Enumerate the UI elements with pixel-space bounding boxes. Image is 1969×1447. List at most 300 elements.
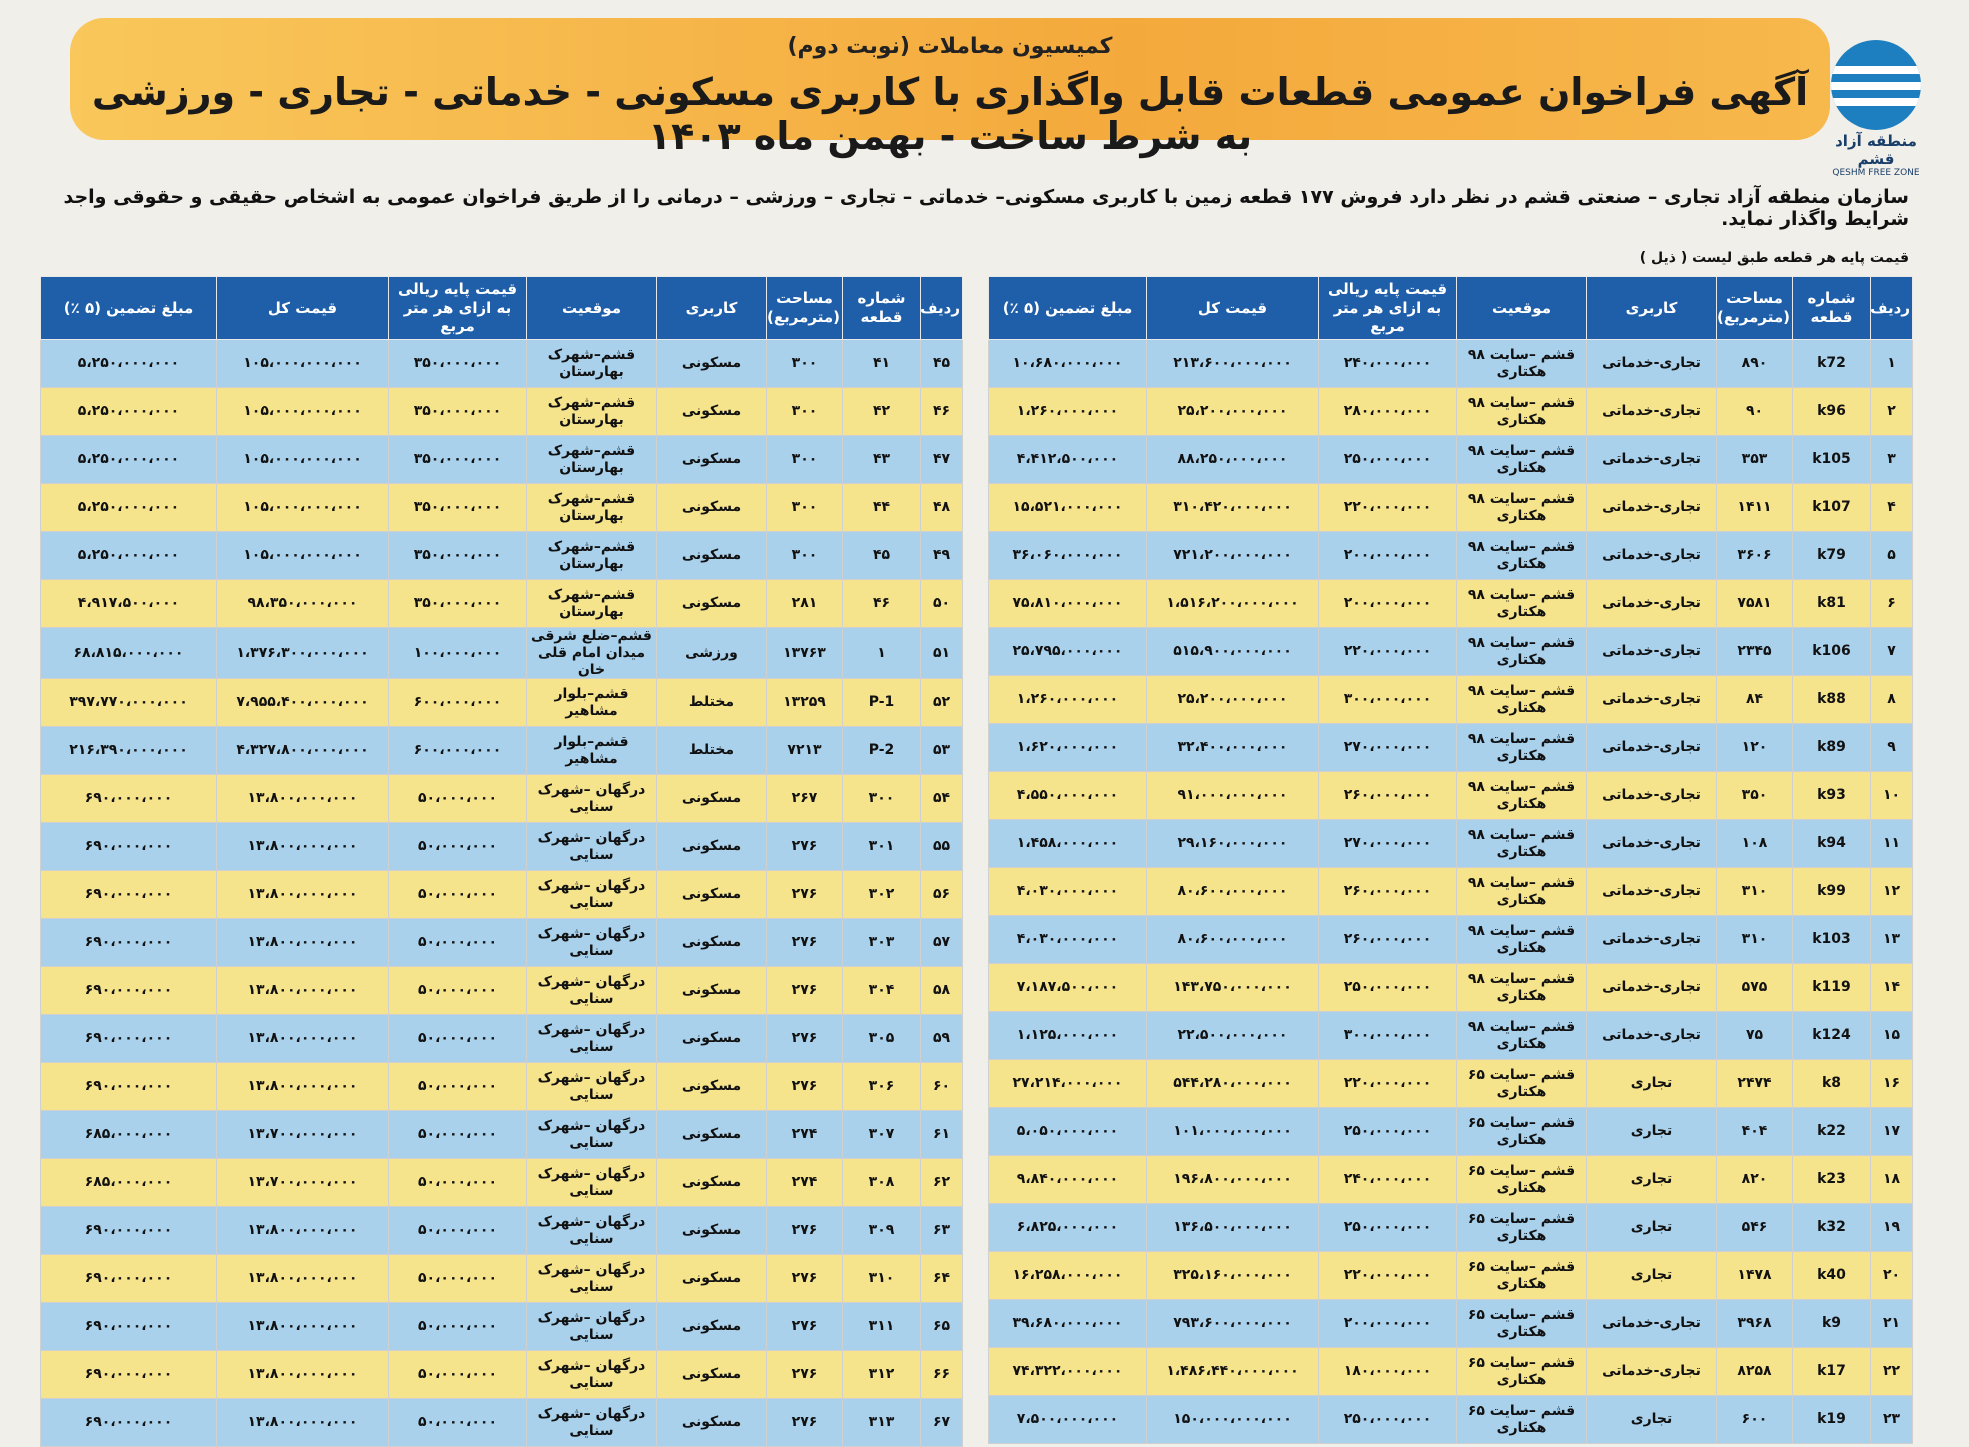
table-cell: قشم –سایت ۶۵ هکتاری (1457, 1108, 1587, 1156)
table-cell: ۱۹ (1871, 1204, 1913, 1252)
table-cell: درگهان –شهرک سنایی (527, 871, 657, 919)
table-cell: ۴۵ (921, 340, 963, 388)
table-cell: تجاری-خدماتی (1587, 388, 1717, 436)
table-cell: ۶،۸۲۵،۰۰۰،۰۰۰ (989, 1204, 1147, 1252)
table-cell: ۸۰،۶۰۰،۰۰۰،۰۰۰ (1147, 868, 1319, 916)
table-cell: ۱۰،۶۸۰،۰۰۰،۰۰۰ (989, 340, 1147, 388)
table-cell: ۲۷،۲۱۴،۰۰۰،۰۰۰ (989, 1060, 1147, 1108)
table-cell: ۱۳ (1871, 916, 1913, 964)
table-cell: k40 (1793, 1252, 1871, 1300)
table-row (989, 388, 1913, 436)
table-cell: ۶۹۰،۰۰۰،۰۰۰ (41, 1351, 217, 1399)
table-cell: ۵،۲۵۰،۰۰۰،۰۰۰ (41, 484, 217, 532)
logo (1821, 40, 1931, 178)
table-cell: ۶۰ (921, 1063, 963, 1111)
table-cell: ۱،۴۸۶،۴۴۰،۰۰۰،۰۰۰ (1147, 1348, 1319, 1396)
col-header: مبلغ تضمین (۵ ٪) (989, 277, 1147, 340)
table-cell: قشم –سایت ۶۵ هکتاری (1457, 1156, 1587, 1204)
table-cell: تجاری-خدماتی (1587, 484, 1717, 532)
table-cell: ۹۰ (1717, 388, 1793, 436)
table-row (41, 775, 963, 823)
table-cell: قشم –سایت ۹۸ هکتاری (1457, 532, 1587, 580)
table-cell: قشم –سایت ۶۵ هکتاری (1457, 1396, 1587, 1444)
table-cell: k89 (1793, 724, 1871, 772)
header-subtitle: کمیسیون معاملات (نوبت دوم) (787, 34, 1113, 59)
table-row (989, 1300, 1913, 1348)
table-cell: k32 (1793, 1204, 1871, 1252)
table-row (989, 628, 1913, 676)
table-row (41, 628, 963, 679)
table-header-row (989, 277, 1913, 340)
table-cell: ۵۲ (921, 679, 963, 727)
table-row (989, 436, 1913, 484)
table-cell: ۳۶،۰۶۰،۰۰۰،۰۰۰ (989, 532, 1147, 580)
table-cell: ۵،۲۵۰،۰۰۰،۰۰۰ (41, 388, 217, 436)
table-cell: ۵۰،۰۰۰،۰۰۰ (389, 1255, 527, 1303)
table-cell: تجاری-خدماتی (1587, 628, 1717, 676)
plots-table-left (40, 276, 963, 1447)
table-row (41, 1111, 963, 1159)
table-cell: ۶۴ (921, 1255, 963, 1303)
table-cell: درگهان –شهرک سنایی (527, 1159, 657, 1207)
table-cell: ۵،۰۵۰،۰۰۰،۰۰۰ (989, 1108, 1147, 1156)
table-cell: تجاری (1587, 1204, 1717, 1252)
table-cell: ۱۵۰،۰۰۰،۰۰۰،۰۰۰ (1147, 1396, 1319, 1444)
table-cell: ۲۷۶ (767, 1063, 843, 1111)
table-cell: ۱۴۱۱ (1717, 484, 1793, 532)
table-cell: ۴،۹۱۷،۵۰۰،۰۰۰ (41, 580, 217, 628)
table-cell: تجاری (1587, 1108, 1717, 1156)
table-cell: ۲۱۳،۶۰۰،۰۰۰،۰۰۰ (1147, 340, 1319, 388)
table-row (41, 823, 963, 871)
table-cell: ۱۳،۸۰۰،۰۰۰،۰۰۰ (217, 1015, 389, 1063)
table-cell: ۱۶،۲۵۸،۰۰۰،۰۰۰ (989, 1252, 1147, 1300)
table-header-row (41, 277, 963, 340)
table-cell: ۵۰،۰۰۰،۰۰۰ (389, 1063, 527, 1111)
table-cell: ۳۰۸ (843, 1159, 921, 1207)
table-cell: ۵۰،۰۰۰،۰۰۰ (389, 775, 527, 823)
table-cell: قشم–شهرک بهارستان (527, 436, 657, 484)
table-cell: درگهان –شهرک سنایی (527, 1303, 657, 1351)
table-cell: ۱۰۵،۰۰۰،۰۰۰،۰۰۰ (217, 388, 389, 436)
table-cell: قشم –سایت ۶۵ هکتاری (1457, 1348, 1587, 1396)
table-cell: ۳۰۲ (843, 871, 921, 919)
table-cell: ۶۹۰،۰۰۰،۰۰۰ (41, 1207, 217, 1255)
table-cell: ۱۳،۸۰۰،۰۰۰،۰۰۰ (217, 1255, 389, 1303)
table-cell: ۶۱ (921, 1111, 963, 1159)
table-cell: ۲۵۰،۰۰۰،۰۰۰ (1319, 964, 1457, 1012)
table-cell: قشم–شهرک بهارستان (527, 580, 657, 628)
table-cell: ۲۸۱ (767, 580, 843, 628)
logo-text-en: QESHM FREE ZONE (1832, 168, 1920, 178)
table-cell: مسکونی (657, 1063, 767, 1111)
price-note: قیمت پایه هر قطعه طبق لیست ( ذیل ) (1639, 250, 1909, 266)
table-cell: ۱۵ (1871, 1012, 1913, 1060)
table-cell: تجاری-خدماتی (1587, 868, 1717, 916)
table-cell: ۱۰۰،۰۰۰،۰۰۰ (389, 628, 527, 679)
table-row (989, 1348, 1913, 1396)
table-row (989, 580, 1913, 628)
table-cell: مسکونی (657, 388, 767, 436)
table-cell: ۲۶۰،۰۰۰،۰۰۰ (1319, 916, 1457, 964)
table-cell: ۳۰۰،۰۰۰،۰۰۰ (1319, 676, 1457, 724)
table-cell: ۲۶۰،۰۰۰،۰۰۰ (1319, 772, 1457, 820)
table-cell: ۱،۵۱۶،۲۰۰،۰۰۰،۰۰۰ (1147, 580, 1319, 628)
col-header: قیمت کل (217, 277, 389, 340)
table-cell: قشم –سایت ۹۸ هکتاری (1457, 340, 1587, 388)
table-cell: قشم–بلوار مشاهیر (527, 727, 657, 775)
table-cell: تجاری (1587, 1060, 1717, 1108)
table-cell: ۲۳۴۵ (1717, 628, 1793, 676)
table-cell: ۴۱ (843, 340, 921, 388)
table-cell: ۱۳۷۶۳ (767, 628, 843, 679)
table-cell: مسکونی (657, 436, 767, 484)
table-cell: ۲۵۰،۰۰۰،۰۰۰ (1319, 1396, 1457, 1444)
table-cell: k119 (1793, 964, 1871, 1012)
intro-paragraph: سازمان منطقه آزاد تجاری – صنعتی قشم در نظر دارد فروش ۱۷۷ قطعه زمین با کاربری مسکونی– خدماتی – تجاری – ورزشی – درمانی را از طریق فراخوان عمومی به اشخاص حقیقی و حقوقی واجد شرایط واگذار نماید. (63, 186, 1909, 230)
table-cell: ۳۵۰ (1717, 772, 1793, 820)
table-cell: درگهان –شهرک سنایی (527, 1111, 657, 1159)
table-cell: ۲۷۶ (767, 1255, 843, 1303)
table-cell: ۵۰،۰۰۰،۰۰۰ (389, 823, 527, 871)
table-row (41, 679, 963, 727)
table-cell: ۱۶ (1871, 1060, 1913, 1108)
table-cell: ۱،۶۲۰،۰۰۰،۰۰۰ (989, 724, 1147, 772)
table-cell: ۱۳،۸۰۰،۰۰۰،۰۰۰ (217, 1207, 389, 1255)
table-cell: مسکونی (657, 967, 767, 1015)
table-cell: ۹۱،۰۰۰،۰۰۰،۰۰۰ (1147, 772, 1319, 820)
table-cell: ۳۰۹ (843, 1207, 921, 1255)
table-cell: ۶۰۰،۰۰۰،۰۰۰ (389, 679, 527, 727)
table-cell: ۲۶۰،۰۰۰،۰۰۰ (1319, 868, 1457, 916)
table-cell: ۲۷۶ (767, 967, 843, 1015)
table-cell: ۱۳،۸۰۰،۰۰۰،۰۰۰ (217, 1303, 389, 1351)
table-cell: ۶۹۰،۰۰۰،۰۰۰ (41, 919, 217, 967)
table-cell: ۱۳،۷۰۰،۰۰۰،۰۰۰ (217, 1159, 389, 1207)
col-header: مساحت (مترمربع) (1717, 277, 1793, 340)
table-cell: ۲۷۴ (767, 1111, 843, 1159)
table-cell: ۱۸۰،۰۰۰،۰۰۰ (1319, 1348, 1457, 1396)
table-cell: مسکونی (657, 532, 767, 580)
table-cell: ۱۱ (1871, 820, 1913, 868)
table-cell: ۲۴۷۴ (1717, 1060, 1793, 1108)
table-cell: تجاری-خدماتی (1587, 340, 1717, 388)
table-row (989, 772, 1913, 820)
table-cell: ۵۰ (921, 580, 963, 628)
table-cell: تجاری-خدماتی (1587, 1300, 1717, 1348)
table-cell: تجاری-خدماتی (1587, 676, 1717, 724)
table-cell: k72 (1793, 340, 1871, 388)
table-cell: ۳۹۶۸ (1717, 1300, 1793, 1348)
table-cell: k81 (1793, 580, 1871, 628)
table-cell: ۲۷۶ (767, 871, 843, 919)
col-header: مبلغ تضمین (۵ ٪) (41, 277, 217, 340)
table-cell: ۲۰۰،۰۰۰،۰۰۰ (1319, 580, 1457, 628)
table-cell: مسکونی (657, 1159, 767, 1207)
table-cell: ۲۹،۱۶۰،۰۰۰،۰۰۰ (1147, 820, 1319, 868)
table-cell: ۲۷۶ (767, 1207, 843, 1255)
table-cell: ۶۹۰،۰۰۰،۰۰۰ (41, 775, 217, 823)
table-cell: ۵۰،۰۰۰،۰۰۰ (389, 871, 527, 919)
table-cell: ۶۳ (921, 1207, 963, 1255)
table-cell: ۶۸۵،۰۰۰،۰۰۰ (41, 1111, 217, 1159)
table-cell: قشم –سایت ۶۵ هکتاری (1457, 1252, 1587, 1300)
table-cell: قشم –سایت ۹۸ هکتاری (1457, 676, 1587, 724)
table-cell: ۳۱۰ (1717, 868, 1793, 916)
table-cell: ۱،۳۷۶،۳۰۰،۰۰۰،۰۰۰ (217, 628, 389, 679)
table-cell: ۳۱۰ (843, 1255, 921, 1303)
col-header: کاربری (1587, 277, 1717, 340)
table-cell: P-1 (843, 679, 921, 727)
table-row (41, 1159, 963, 1207)
table-cell: ۶۹۰،۰۰۰،۰۰۰ (41, 1303, 217, 1351)
table-cell: ۷۵،۸۱۰،۰۰۰،۰۰۰ (989, 580, 1147, 628)
table-row (989, 1012, 1913, 1060)
table-cell: ۱۰۵،۰۰۰،۰۰۰،۰۰۰ (217, 340, 389, 388)
table-cell: ۶۹۰،۰۰۰،۰۰۰ (41, 1063, 217, 1111)
table-cell: درگهان –شهرک سنایی (527, 1351, 657, 1399)
table-cell: ۱۴ (1871, 964, 1913, 1012)
table-row (41, 1399, 963, 1447)
table-cell: ۴،۰۳۰،۰۰۰،۰۰۰ (989, 916, 1147, 964)
table-cell: ۱۸ (1871, 1156, 1913, 1204)
table-cell: ۸۰،۶۰۰،۰۰۰،۰۰۰ (1147, 916, 1319, 964)
table-cell: ۲۷۶ (767, 1351, 843, 1399)
table-cell: ۱۳،۸۰۰،۰۰۰،۰۰۰ (217, 1399, 389, 1447)
table-cell: ۶۹۰،۰۰۰،۰۰۰ (41, 871, 217, 919)
table-row (41, 919, 963, 967)
table-cell: ۶۰۰،۰۰۰،۰۰۰ (389, 727, 527, 775)
table-cell: ۷،۱۸۷،۵۰۰،۰۰۰ (989, 964, 1147, 1012)
table-cell: ۳۰۰ (843, 775, 921, 823)
table-cell: ۳۱۲ (843, 1351, 921, 1399)
table-cell: k17 (1793, 1348, 1871, 1396)
table-cell: ۲۲۰،۰۰۰،۰۰۰ (1319, 484, 1457, 532)
table-cell: ۱۳،۸۰۰،۰۰۰،۰۰۰ (217, 1063, 389, 1111)
table-cell: ۸۴ (1717, 676, 1793, 724)
table-cell: ۶۹۰،۰۰۰،۰۰۰ (41, 823, 217, 871)
table-cell: ۷۹۳،۶۰۰،۰۰۰،۰۰۰ (1147, 1300, 1319, 1348)
table-cell: ۴،۵۵۰،۰۰۰،۰۰۰ (989, 772, 1147, 820)
table-cell: ۲۵،۷۹۵،۰۰۰،۰۰۰ (989, 628, 1147, 676)
table-cell: ۵۱ (921, 628, 963, 679)
table-cell: k94 (1793, 820, 1871, 868)
table-cell: قشم–بلوار مشاهیر (527, 679, 657, 727)
table-row (41, 1351, 963, 1399)
table-row (989, 532, 1913, 580)
table-cell: k88 (1793, 676, 1871, 724)
table-cell: ۹۸،۳۵۰،۰۰۰،۰۰۰ (217, 580, 389, 628)
table-cell: ۲۴۰،۰۰۰،۰۰۰ (1319, 340, 1457, 388)
table-cell: k23 (1793, 1156, 1871, 1204)
table-cell: k96 (1793, 388, 1871, 436)
table-row (989, 484, 1913, 532)
table-cell: ۸۲۰ (1717, 1156, 1793, 1204)
table-cell: ۳۵۰،۰۰۰،۰۰۰ (389, 340, 527, 388)
table-cell: ۵۷ (921, 919, 963, 967)
table-cell: مسکونی (657, 1015, 767, 1063)
table-cell: ۲۷۶ (767, 1015, 843, 1063)
table-row (989, 340, 1913, 388)
table-cell: ۱۳،۸۰۰،۰۰۰،۰۰۰ (217, 775, 389, 823)
table-cell: ۵،۲۵۰،۰۰۰،۰۰۰ (41, 340, 217, 388)
table-cell: k124 (1793, 1012, 1871, 1060)
table-cell: ۳۹،۶۸۰،۰۰۰،۰۰۰ (989, 1300, 1147, 1348)
table-cell: ۲۵۰،۰۰۰،۰۰۰ (1319, 436, 1457, 484)
table-row (41, 871, 963, 919)
table-cell: k22 (1793, 1108, 1871, 1156)
table-cell: ۷ (1871, 628, 1913, 676)
table-cell: ۸۸،۲۵۰،۰۰۰،۰۰۰ (1147, 436, 1319, 484)
table-cell: ۷۲۱۳ (767, 727, 843, 775)
table-cell: ۷،۵۰۰،۰۰۰،۰۰۰ (989, 1396, 1147, 1444)
table-cell: تجاری-خدماتی (1587, 532, 1717, 580)
table-cell: قشم –سایت ۹۸ هکتاری (1457, 1012, 1587, 1060)
col-header: ردیف (921, 277, 963, 340)
table-cell: ۵۰،۰۰۰،۰۰۰ (389, 1351, 527, 1399)
table-cell: ۱،۲۶۰،۰۰۰،۰۰۰ (989, 388, 1147, 436)
table-cell: ۳۰۴ (843, 967, 921, 1015)
table-cell: ۱۳،۷۰۰،۰۰۰،۰۰۰ (217, 1111, 389, 1159)
table-cell: ۱۰۵،۰۰۰،۰۰۰،۰۰۰ (217, 436, 389, 484)
table-cell: P-2 (843, 727, 921, 775)
table-cell: تجاری-خدماتی (1587, 964, 1717, 1012)
table-cell: ۴۰۴ (1717, 1108, 1793, 1156)
table-cell: تجاری-خدماتی (1587, 820, 1717, 868)
table-cell: ۵۴ (921, 775, 963, 823)
table-cell: ۳۰۰ (767, 388, 843, 436)
header-title: آگهی فراخوان عمومی قطعات قابل واگذاری با کاربری مسکونی - خدماتی - تجاری - ورزشی به شرط ساخت - بهمن ماه ۱۴۰۳ (91, 70, 1809, 158)
table-cell: ۳۶۰۶ (1717, 532, 1793, 580)
table-cell: مسکونی (657, 1255, 767, 1303)
table-cell: ۲۶۷ (767, 775, 843, 823)
table-cell: ۳۵۰،۰۰۰،۰۰۰ (389, 436, 527, 484)
table-cell: ۱۰۵،۰۰۰،۰۰۰،۰۰۰ (217, 532, 389, 580)
table-cell: ۳۰۳ (843, 919, 921, 967)
table-cell: ۴،۰۳۰،۰۰۰،۰۰۰ (989, 868, 1147, 916)
table-row (41, 340, 963, 388)
table-cell: ۲۷۴ (767, 1159, 843, 1207)
table-cell: مختلط (657, 727, 767, 775)
table-cell: ۵۸ (921, 967, 963, 1015)
table-cell: ۵۰،۰۰۰،۰۰۰ (389, 1207, 527, 1255)
table-cell: ۳۰۰ (767, 436, 843, 484)
table-cell: ۵۳ (921, 727, 963, 775)
table-cell: ۳۰۰ (767, 340, 843, 388)
table-cell: ۲۷۰،۰۰۰،۰۰۰ (1319, 724, 1457, 772)
table-cell: ۱۳،۸۰۰،۰۰۰،۰۰۰ (217, 1351, 389, 1399)
table-cell: ۱۰۵،۰۰۰،۰۰۰،۰۰۰ (217, 484, 389, 532)
table-cell: ۱۰ (1871, 772, 1913, 820)
table-cell: ۵۰،۰۰۰،۰۰۰ (389, 1303, 527, 1351)
table-cell: ۲۵۰،۰۰۰،۰۰۰ (1319, 1108, 1457, 1156)
table-cell: ۵۰،۰۰۰،۰۰۰ (389, 967, 527, 1015)
table-cell: ۱۳،۸۰۰،۰۰۰،۰۰۰ (217, 967, 389, 1015)
table-cell: ۵۶ (921, 871, 963, 919)
table-cell: درگهان –شهرک سنایی (527, 1255, 657, 1303)
table-cell: ۶۷ (921, 1399, 963, 1447)
table-cell: قشم –سایت ۶۵ هکتاری (1457, 1204, 1587, 1252)
table-cell: k93 (1793, 772, 1871, 820)
table-cell: ۱،۱۲۵،۰۰۰،۰۰۰ (989, 1012, 1147, 1060)
table-cell: ۲۷۶ (767, 823, 843, 871)
table-cell: قشم–شهرک بهارستان (527, 484, 657, 532)
table-cell: ۴۶ (843, 580, 921, 628)
table-cell: ۳۵۰،۰۰۰،۰۰۰ (389, 532, 527, 580)
table-cell: تجاری-خدماتی (1587, 580, 1717, 628)
header-banner (70, 18, 1830, 158)
table-cell: ۶۲ (921, 1159, 963, 1207)
table-cell: ۳۰۰،۰۰۰،۰۰۰ (1319, 1012, 1457, 1060)
table-cell: ۲۷۰،۰۰۰،۰۰۰ (1319, 820, 1457, 868)
table-cell: مسکونی (657, 1111, 767, 1159)
table-cell: ۳۲۵،۱۶۰،۰۰۰،۰۰۰ (1147, 1252, 1319, 1300)
table-cell: ۶۶ (921, 1351, 963, 1399)
table-cell: ۷،۹۵۵،۴۰۰،۰۰۰،۰۰۰ (217, 679, 389, 727)
table-cell: ۱۴۷۸ (1717, 1252, 1793, 1300)
table-cell: ۲۰۰،۰۰۰،۰۰۰ (1319, 1300, 1457, 1348)
table-cell: ۶۹۰،۰۰۰،۰۰۰ (41, 967, 217, 1015)
table-cell: k103 (1793, 916, 1871, 964)
table-cell: ۴،۳۲۷،۸۰۰،۰۰۰،۰۰۰ (217, 727, 389, 775)
table-cell: قشم–شهرک بهارستان (527, 532, 657, 580)
table-cell: ۷۲۱،۲۰۰،۰۰۰،۰۰۰ (1147, 532, 1319, 580)
table-row (989, 1204, 1913, 1252)
col-header: شماره قطعه (843, 277, 921, 340)
table-cell: درگهان –شهرک سنایی (527, 775, 657, 823)
table-row (41, 580, 963, 628)
table-cell: ۴۲ (843, 388, 921, 436)
table-cell: مسکونی (657, 871, 767, 919)
col-header: شماره قطعه (1793, 277, 1871, 340)
table-cell: قشم –سایت ۶۵ هکتاری (1457, 1060, 1587, 1108)
table-cell: ۱،۴۵۸،۰۰۰،۰۰۰ (989, 820, 1147, 868)
table-cell: ۵ (1871, 532, 1913, 580)
table-cell: ۸ (1871, 676, 1913, 724)
table-cell: ۲۵،۲۰۰،۰۰۰،۰۰۰ (1147, 676, 1319, 724)
table-cell: قشم –سایت ۹۸ هکتاری (1457, 916, 1587, 964)
table-cell: مسکونی (657, 1399, 767, 1447)
table-cell: مختلط (657, 679, 767, 727)
table-cell: ۱۰۱،۰۰۰،۰۰۰،۰۰۰ (1147, 1108, 1319, 1156)
table-cell: ۵،۲۵۰،۰۰۰،۰۰۰ (41, 532, 217, 580)
table-cell: قشم –سایت ۹۸ هکتاری (1457, 964, 1587, 1012)
table-cell: ۵۰،۰۰۰،۰۰۰ (389, 1015, 527, 1063)
table-cell: قشم –سایت ۹۸ هکتاری (1457, 820, 1587, 868)
table-cell: ۵۴۴،۲۸۰،۰۰۰،۰۰۰ (1147, 1060, 1319, 1108)
table-cell: ۶۵ (921, 1303, 963, 1351)
table-cell: ۸۹۰ (1717, 340, 1793, 388)
table-cell: ۲۲۰،۰۰۰،۰۰۰ (1319, 1252, 1457, 1300)
table-cell: مسکونی (657, 340, 767, 388)
table-cell: ۴۸ (921, 484, 963, 532)
table-row (989, 1252, 1913, 1300)
table-cell: ۲ (1871, 388, 1913, 436)
table-cell: ۱۴۳،۷۵۰،۰۰۰،۰۰۰ (1147, 964, 1319, 1012)
table-cell: ۱۳،۸۰۰،۰۰۰،۰۰۰ (217, 919, 389, 967)
table-cell: ۲۸۰،۰۰۰،۰۰۰ (1319, 388, 1457, 436)
table-cell: قشم –سایت ۹۸ هکتاری (1457, 484, 1587, 532)
table-cell: قشم –سایت ۹۸ هکتاری (1457, 724, 1587, 772)
table-cell: k99 (1793, 868, 1871, 916)
table-cell: ۴۹ (921, 532, 963, 580)
table-cell: مسکونی (657, 823, 767, 871)
table-row (989, 676, 1913, 724)
table-row (989, 1396, 1913, 1444)
table-cell: k107 (1793, 484, 1871, 532)
table-cell: ۴۳ (843, 436, 921, 484)
table-cell: ۴۵ (843, 532, 921, 580)
